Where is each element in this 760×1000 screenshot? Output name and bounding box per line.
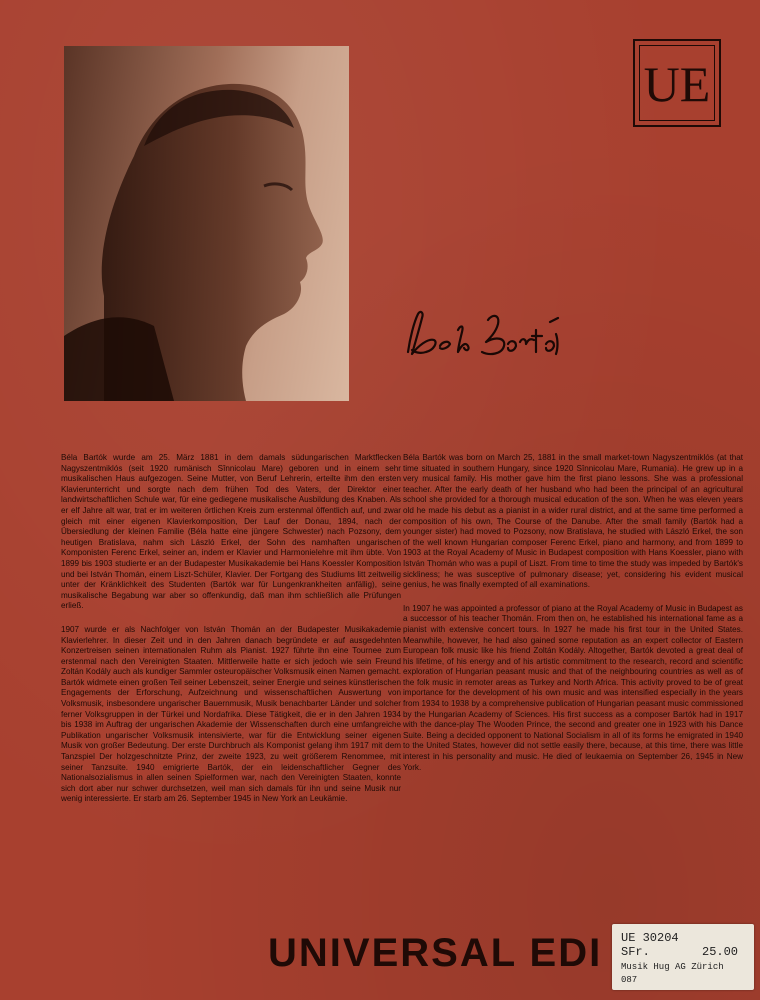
ue-logo-inner [639, 45, 715, 121]
ue-logo-text: UE [643, 56, 711, 112]
sticker-number: 087 [621, 975, 638, 985]
english-paragraph-1: Béla Bartók was born on March 25, 1881 in the small market-town Nagyszentmiklós (at that time situated in southern Hungary, since 1920 Sînnicolau Mare, Rumania). He grew up in a very musical family. His mother gave him the first piano lessons. She was a professional teacher. After the early death of her husband who had been the principal of an agricultural school she provided for a thorough musical education of the son. When he was eleven years old he made his debut as a pianist in a wider rural district, and at the same time performed a composition of his own, The Course of the Danube. After the small family (Bartók had a younger sister) had moved to Pozsony, now Bratislava, he studied with László Erkel, the son of the well known Hungarian composer Ferenc Erkel, piano and harmony, and from 1899 to 1903 at the Royal Academy of Music in Budapest composition with Hans Koessler, piano with István Thomán who was a pupil of Liszt. From time to time the study was impeded by Bartók's sickliness; he was susceptive of pulmonary disease; yet, considering his evident musical genius, he was finally exempted of all examinations. [403, 453, 743, 590]
english-paragraph-2: In 1907 he was appointed a professor of piano at the Royal Academy of Music in Budapest as a successor of his teacher Thomán. From then on, he established his international fame as a pianist with extensive concert tours. In 1927 he made his first tour in the United States. Meanwhile, however, he had also gained some reputation as an expert collector of Eastern European folk music like his friend Zoltán Kodály. Altogether, Bartók devoted a great deal of his lifetime, of his energy and of his artistic commitment to the research, record and scientific exploration of Hungarian peasant music and that of the neighbouring countries as well as of the folk music in remoter areas as Turkey and North Africa. This activity proved to be of great importance for the development of his own music and was intensified especially in the years from 1934 to 1938 by a comprehensive publication of Hungarian peasant music commissioned by the Hungarian Academy of Sciences. His first success as a composer Bartók had in 1917 with the dance-play The Wooden Prince, the second and greater one in 1923 with his Dance Suite. Being a decided opponent to National Socialism in all of its forms he emigrated in 1940 to the United States, however did not settle easily there, because, at this time, there was little interest in his personality and music. He died of leukaemia on September 26, 1945 in New York. [403, 603, 743, 772]
sticker-currency: SFr. [621, 945, 650, 959]
sticker-code: UE 30204 [621, 931, 679, 945]
german-paragraph-2: 1907 wurde er als Nachfolger von István Thomán an der Budapester Musikakademie Klavierlehrer. In dieser Zeit und in den Jahren danach begründete er auf ausgedehnten Konzertreisen seinen internationalen Ruhm als Pianist. 1927 führte ihn eine Tournee zum erstenmal nach den Vereinigten Staaten. Mittlerweile hatte er sich jedoch wie sein Freund Zoltán Kodály auch als kundiger Sammler osteuropäischer Volksmusik einen Namen gemacht. Bartók widmete einen großen Teil seiner Lebenszeit, seiner Energie und seines künstlerischen Engagements der Erforschung, Aufzeichnung und wissenschaftlichen Auswertung von Volksmusik, insbesondere ungarischer Bauernmusik, Musik benachbarter Länder und solcher ferner Volksgruppen in der Türkei und Nordafrika. Diese Tätigkeit, die er in den Jahren 1934 bis 1938 im Auftrag der ungarischen Akademie der Wissenschaften durch eine umfangreiche Publikation ungarischer Volksmusik intensivierte, war für die Entwicklung seiner eigenen Musik von großer Bedeutung. Der erste Durchbruch als Komponist gelang ihm 1917 mit dem Tanzspiel Der holzgeschnitzte Prinz, der zweite 1923, zu weit größerem Renommee, mit seiner Tanzsuite. 1940 emigrierte Bartók, der ein leidenschaftlicher Gegner des Nationalsozialismus in allen seinen Spielformen war, nach den Vereinigten Staaten, konnte sich dort aber nur schwer durchsetzen, weil man sich damals für ihn und seine Musik nur wenig interessierte. Er starb am 26. September 1945 in New York an Leukämie. [61, 624, 401, 804]
publisher-brand: UNIVERSAL EDI [268, 931, 603, 975]
price-sticker [612, 924, 754, 990]
signature [400, 300, 565, 368]
english-biography [403, 453, 743, 786]
portrait-image [64, 46, 349, 401]
german-biography [61, 453, 401, 818]
portrait-photo [64, 46, 349, 401]
german-paragraph-1: Béla Bartók wurde am 25. März 1881 in dem damals südungarischen Marktflecken Nagyszentmiklós (seit 1920 rumänisch Sînnicolau Mare) geboren und in einem sehr musikalischen Haus aufgezogen. Seine Mutter, von Beruf Lehrerin, erteilte ihm den ersten Klavierunterricht und sorgte nach dem frühen Tod des Vaters, der Direktor einer landwirtschaftlichen Schule war, für eine gediegene musikalische Ausbildung des Knaben. Als er elf Jahre alt war, trat er im weiteren örtlichen Kreis zum erstenmal öffentlich auf, und zwar gleich mit einer eigenen Klavierkomposition, Der Lauf der Donau, 1894, nach der Übersiedlung der kleinen Familie (Béla hatte eine jüngere Schwester) nach Pozsony, dem heutigen Bratislava, nahm sich László Erkel, der Sohn des namhaften ungarischen Komponisten Ferenc Erkel, seiner an, indem er Klavier und Harmonielehre mit ihm übte. Von 1899 bis 1903 studierte er an der Budapester Musikakademie bei Hans Koessler Komposition und bei István Thomán, einem Liszt-Schüler, Klavier. Der Fortgang des Studiums litt zeitweilig unter der Kränklichkeit des Studenten (Bartók war für Lungenkrankheiten anfällig), seine musikalische Begabung war aber so offenkundig, daß man ihm schließlich alle Prüfungen erließ. [61, 453, 401, 611]
sticker-shop: Musik Hug AG Zürich [621, 962, 724, 972]
ue-logo [633, 39, 721, 127]
sticker-price: 25.00 [702, 945, 739, 959]
ue-logo-mark [643, 53, 711, 113]
